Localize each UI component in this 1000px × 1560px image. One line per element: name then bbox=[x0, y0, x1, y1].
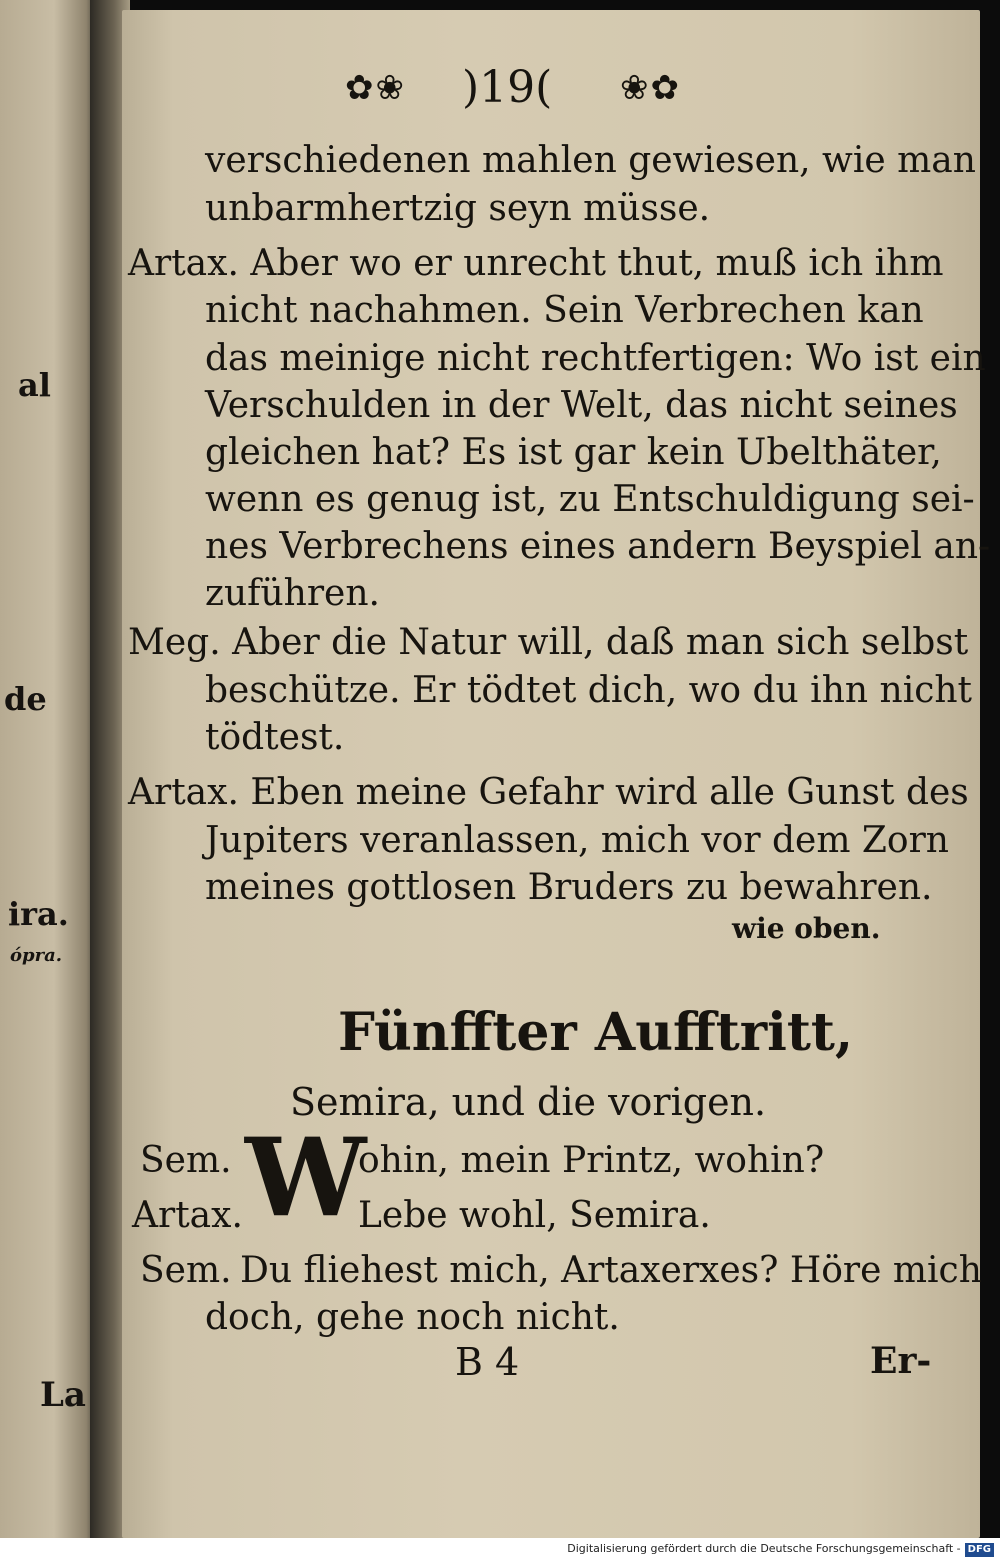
footer-text: Digitalisierung gefördert durch die Deutsche Forschungsgemeinschaft - bbox=[567, 1542, 961, 1555]
left-page-fragment: de bbox=[4, 680, 47, 718]
text-line: nes Verbrechens eines andern Beyspiel an- bbox=[205, 526, 991, 567]
text-line: meines gottlosen Bruders zu bewahren. bbox=[205, 867, 933, 908]
dfg-logo: DFG bbox=[965, 1543, 994, 1557]
speaker-label: Sem. bbox=[140, 1140, 232, 1181]
text-line: Artax. Aber wo er unrecht thut, muß ich ihm bbox=[128, 243, 944, 284]
header-ornament-left: ✿❀ bbox=[345, 68, 406, 108]
dialogue-text: Du fliehest mich, Artaxerxes? Höre mich bbox=[240, 1250, 982, 1291]
stage-note: wie oben. bbox=[732, 912, 881, 945]
dialogue-text: Lebe wohl, Semira. bbox=[358, 1195, 711, 1236]
text-line: zuführen. bbox=[205, 573, 380, 614]
left-page-fragment: ópra. bbox=[10, 945, 63, 966]
speaker-label: Artax. bbox=[132, 1195, 243, 1236]
page-number: )19( bbox=[462, 62, 553, 113]
drop-initial: W bbox=[245, 1115, 367, 1241]
speaker-label: Sem. bbox=[140, 1250, 232, 1291]
dialogue-text: ohin, mein Printz, wohin? bbox=[358, 1140, 825, 1181]
left-page-edge bbox=[0, 0, 98, 1540]
left-page-fragment: ira. bbox=[8, 895, 69, 933]
text-line: unbarmhertzig seyn müsse. bbox=[205, 188, 711, 229]
scene-subtitle: Semira, und die vorigen. bbox=[290, 1080, 767, 1124]
text-line: verschiedenen mahlen gewiesen, wie man bbox=[205, 140, 976, 181]
text-line: das meinige nicht rechtfertigen: Wo ist ein bbox=[205, 338, 986, 379]
text-line: wenn es genug ist, zu Entschuldigung sei- bbox=[205, 479, 975, 520]
text-line: tödtest. bbox=[205, 717, 345, 758]
signature-mark: B 4 bbox=[455, 1340, 520, 1384]
text-line: beschütze. Er tödtet dich, wo du ihn nicht bbox=[205, 670, 973, 711]
scene-title: Fünffter Aufftritt, bbox=[338, 1002, 854, 1063]
dialogue-text: doch, gehe noch nicht. bbox=[205, 1297, 620, 1338]
text-line: Artax. Eben meine Gefahr wird alle Gunst des bbox=[128, 772, 969, 813]
text-line: Meg. Aber die Natur will, daß man sich selbst bbox=[128, 622, 969, 663]
text-line: Verschulden in der Welt, das nicht seines bbox=[205, 385, 958, 426]
text-line: Jupiters veranlassen, mich vor dem Zorn bbox=[205, 820, 949, 861]
digitization-footer bbox=[0, 1538, 1000, 1560]
text-line: nicht nachahmen. Sein Verbrechen kan bbox=[205, 290, 924, 331]
catchword: Er- bbox=[870, 1340, 932, 1382]
left-page-fragment: La bbox=[40, 1375, 86, 1415]
text-line: gleichen hat? Es ist gar kein Ubelthäter, bbox=[205, 432, 942, 473]
left-page-fragment: al bbox=[18, 366, 51, 404]
header-ornament-right: ❀✿ bbox=[620, 68, 681, 108]
